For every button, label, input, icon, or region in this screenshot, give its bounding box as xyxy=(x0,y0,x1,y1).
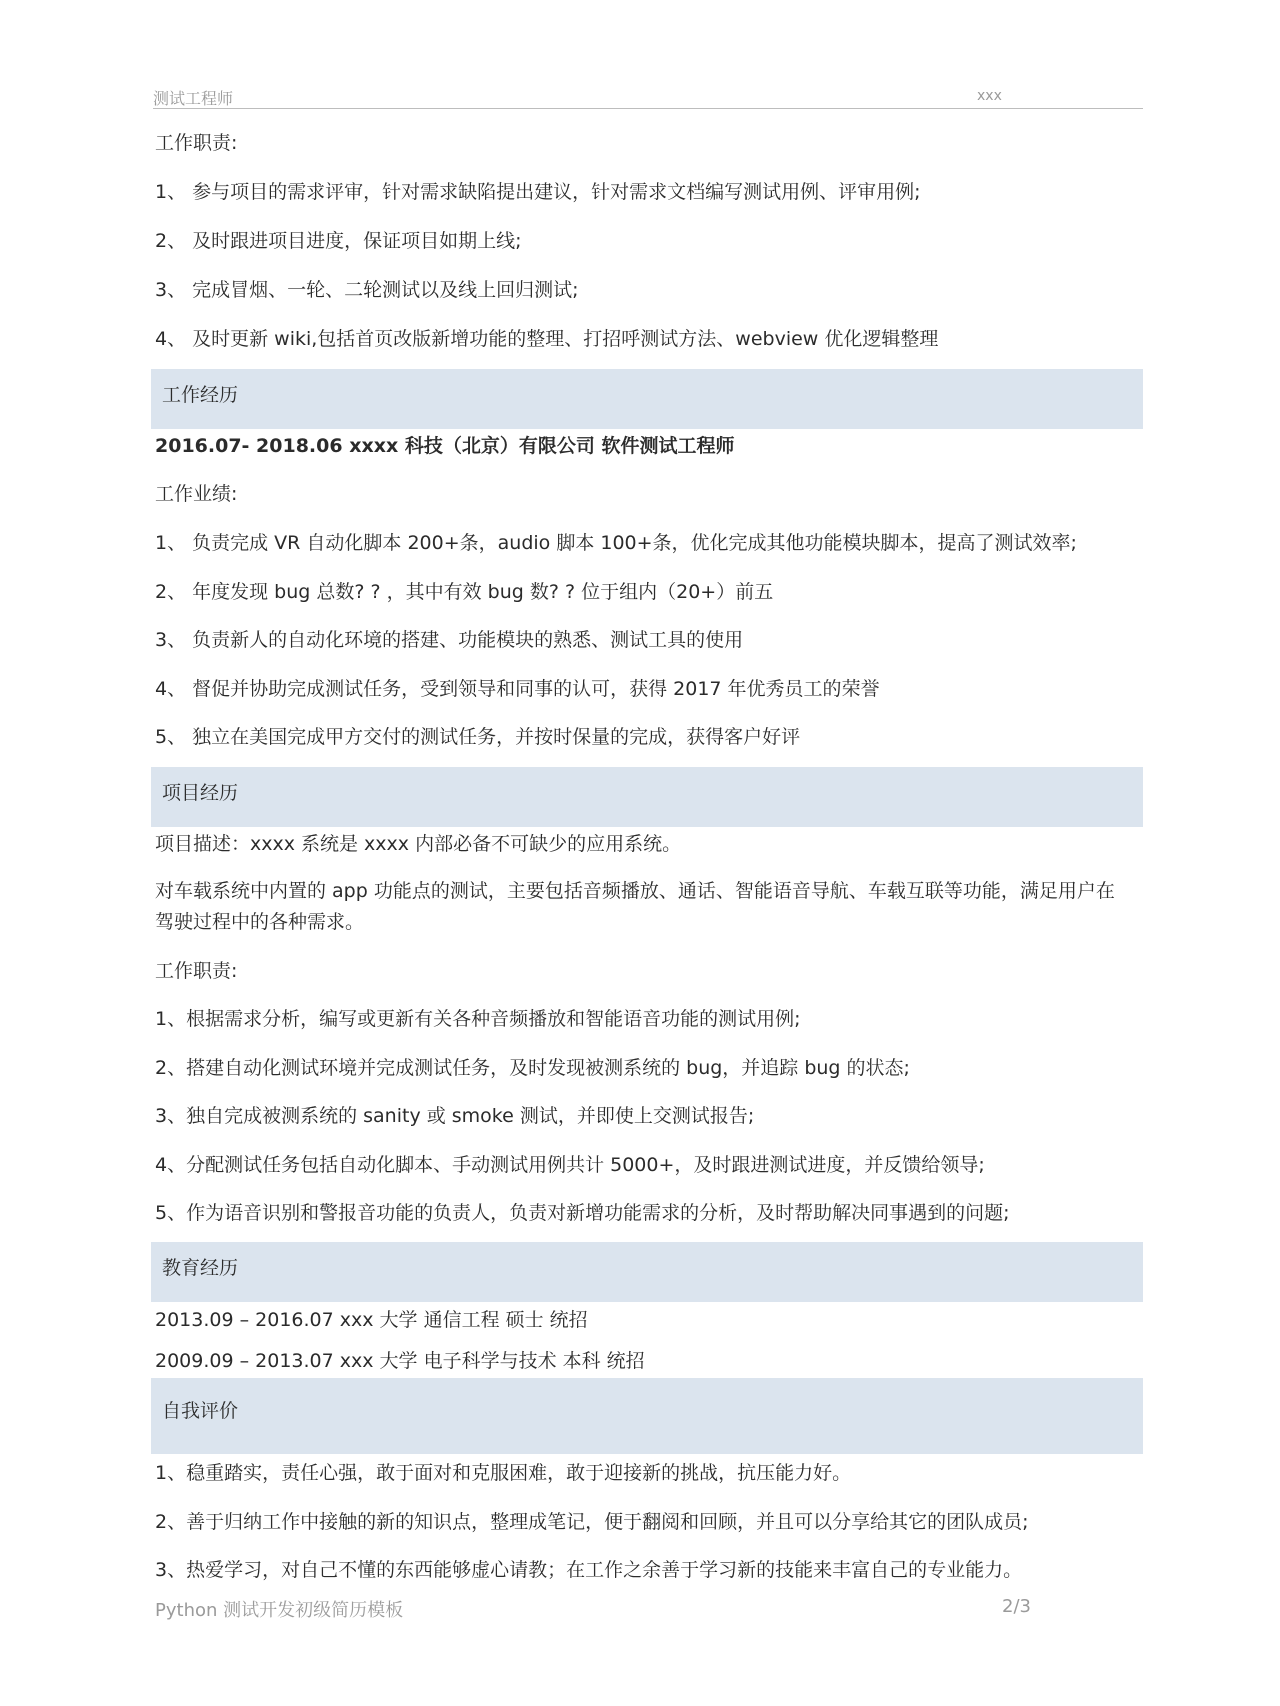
achievements-label: 工作业绩: xyxy=(155,483,238,505)
achievement-item: 3、 负责新人的自动化环境的搭建、功能模块的熟悉、测试工具的使用 xyxy=(155,629,744,651)
job-duty-item: 1、 参与项目的需求评审，针对需求缺陷提出建议，针对需求文档编写测试用例、评审用例; xyxy=(155,181,921,203)
section-band-project xyxy=(151,767,1143,827)
job-duties-label: 工作职责: xyxy=(155,132,238,154)
project-duties-label: 工作职责: xyxy=(155,960,238,982)
project-detail: 对车载系统中内置的 app 功能点的测试，主要包括音频播放、通话、智能语音导航、车载互联等功能，满足用户在驾驶过程中的各种需求。 xyxy=(155,880,1115,933)
section-band-self xyxy=(151,1378,1143,1454)
achievement-item: 5、 独立在美国完成甲方交付的测试任务，并按时保量的完成，获得客户好评 xyxy=(155,726,801,748)
work-entry: 2016.07- 2018.06 xxxx 科技（北京）有限公司 软件测试工程师 xyxy=(155,435,735,457)
page-header xyxy=(153,86,1143,109)
achievement-item: 1、 负责完成 VR 自动化脚本 200+条，audio 脚本 100+条，优化完成其他功能模块脚本，提高了测试效率; xyxy=(155,532,1077,554)
self-eval-item: 2、善于归纳工作中接触的新的知识点，整理成笔记，便于翻阅和回顾，并且可以分享给其它的团队成员; xyxy=(155,1511,1029,1533)
section-band-education xyxy=(151,1242,1143,1302)
header-right: xxx xyxy=(977,88,1002,104)
project-duty-item: 1、根据需求分析，编写或更新有关各种音频播放和智能语音功能的测试用例; xyxy=(155,1008,801,1030)
project-description: 项目描述：xxxx 系统是 xxxx 内部必备不可缺少的应用系统。 xyxy=(155,833,682,855)
section-title-education: 教育经历 xyxy=(162,1257,239,1279)
footer-title: Python 测试开发初级简历模板 xyxy=(155,1600,404,1621)
project-duty-item: 4、分配测试任务包括自动化脚本、手动测试用例共计 5000+，及时跟进测试进度，并反馈给领导; xyxy=(155,1154,985,1176)
page-number: 2/3 xyxy=(1002,1596,1031,1617)
self-eval-item: 3、热爱学习，对自己不懂的东西能够虚心请教；在工作之余善于学习新的技能来丰富自己的专业能力。 xyxy=(155,1559,1023,1581)
education-entry: 2009.09 – 2013.07 xxx 大学 电子科学与技术 本科 统招 xyxy=(155,1350,645,1372)
project-duty-item: 5、作为语音识别和警报音功能的负责人，负责对新增功能需求的分析，及时帮助解决同事遇到的问题; xyxy=(155,1202,1010,1224)
section-title-work: 工作经历 xyxy=(162,384,239,406)
section-title-self: 自我评价 xyxy=(162,1400,239,1422)
achievement-item: 2、 年度发现 bug 总数? ? ，其中有效 bug 数? ? 位于组内（20+）前五 xyxy=(155,581,774,603)
job-duty-item: 4、 及时更新 wiki,包括首页改版新增功能的整理、打招呼测试方法、webview 优化逻辑整理 xyxy=(155,328,939,350)
education-entry: 2013.09 – 2016.07 xxx 大学 通信工程 硕士 统招 xyxy=(155,1309,588,1331)
job-duty-item: 3、 完成冒烟、一轮、二轮测试以及线上回归测试; xyxy=(155,279,579,301)
header-left: 测试工程师 xyxy=(153,89,234,108)
job-duty-item: 2、 及时跟进项目进度，保证项目如期上线; xyxy=(155,230,522,252)
section-title-project: 项目经历 xyxy=(162,782,239,804)
section-band-work xyxy=(151,369,1143,429)
project-duty-item: 2、搭建自动化测试环境并完成测试任务，及时发现被测系统的 bug，并追踪 bug 的状态; xyxy=(155,1057,910,1079)
self-eval-item: 1、稳重踏实，责任心强，敢于面对和克服困难，敢于迎接新的挑战，抗压能力好。 xyxy=(155,1462,852,1484)
project-duty-item: 3、独自完成被测系统的 sanity 或 smoke 测试，并即使上交测试报告; xyxy=(155,1105,755,1127)
achievement-item: 4、 督促并协助完成测试任务，受到领导和同事的认可，获得 2017 年优秀员工的荣誉 xyxy=(155,678,880,700)
